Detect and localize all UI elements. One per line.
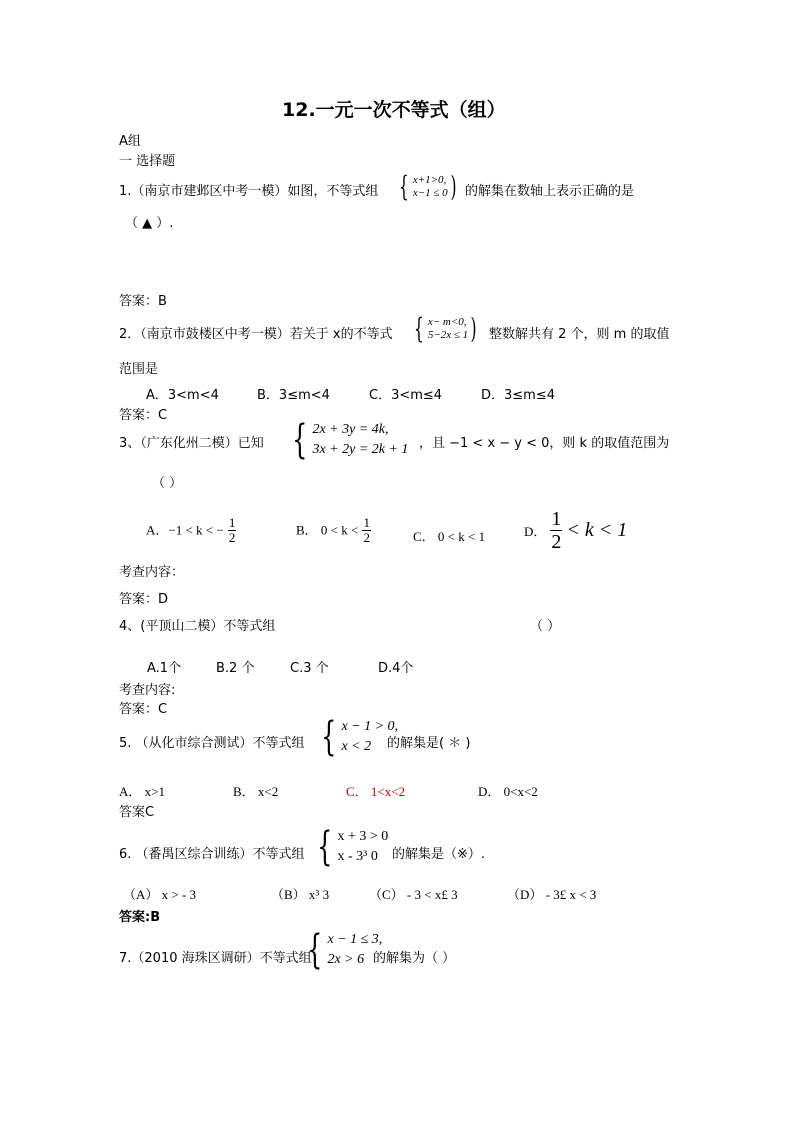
q2-option-a: A．3<m<4 bbox=[146, 388, 219, 403]
q3-paren: （ ） bbox=[152, 476, 183, 491]
q4-option-d: D.4个 bbox=[378, 661, 414, 676]
q6-option-a: （A） x > - 3 bbox=[123, 887, 197, 902]
fraction-numerator: 1 bbox=[228, 515, 236, 530]
q1-system bbox=[395, 170, 459, 203]
q3-option-c: C． 0 < k < 1 bbox=[413, 529, 486, 544]
q3-option-b-text: B． 0 < k < bbox=[296, 522, 359, 538]
q2-text: 2．（南京市鼓楼区中考一模）若关于 x的不等式 bbox=[119, 327, 393, 342]
q3-option-d-suffix: < k < 1 bbox=[566, 519, 628, 541]
q3-option-d bbox=[524, 508, 627, 553]
q5-sys-line1: x − 1 > 0, bbox=[341, 719, 399, 734]
q3-sys-line1: 2x + 3y = 4k, bbox=[312, 422, 389, 437]
q5-option-a: A． x>1 bbox=[119, 784, 165, 799]
q1-sys-line2: x−1 ≤ 0 bbox=[412, 187, 448, 199]
q4-text: 4、(平顶山二模）不等式组 bbox=[119, 619, 276, 634]
q2-answer: 答案：C bbox=[119, 408, 168, 423]
q6-option-b: （B） x³ 3 bbox=[271, 887, 330, 902]
fraction bbox=[362, 516, 371, 546]
q2-after: 整数解共有 2 个，则 m 的取值 bbox=[489, 327, 670, 342]
q6-system bbox=[312, 824, 389, 870]
fraction bbox=[550, 508, 562, 553]
q7-after: 的解集为（ ） bbox=[373, 951, 456, 966]
q7-system bbox=[302, 927, 383, 973]
brace-icon: { bbox=[399, 170, 409, 203]
fraction-numerator: 1 bbox=[363, 515, 370, 530]
q1-sys-line1: x+1>0, bbox=[412, 174, 447, 186]
brace-icon: { bbox=[414, 312, 424, 345]
q3-option-b bbox=[296, 516, 371, 546]
q2-option-b: B．3≤m<4 bbox=[257, 388, 330, 403]
q3-option-a bbox=[146, 516, 236, 546]
q3-sys-line2: 3x + 2y = 2k + 1 bbox=[312, 442, 409, 457]
q1-answer: 答案：B bbox=[119, 294, 167, 309]
fraction-numerator: 1 bbox=[551, 508, 562, 530]
q6-option-c: （C） - 3 < x£ 3 bbox=[369, 887, 458, 902]
brace-icon: { bbox=[292, 417, 308, 463]
group-label: A组 bbox=[119, 134, 141, 149]
q5-option-d: D． 0<x<2 bbox=[478, 784, 538, 799]
q6-answer: 答案:B bbox=[119, 910, 161, 925]
q5-answer: 答案C bbox=[119, 805, 155, 820]
q3-answer: 答案：D bbox=[119, 592, 169, 607]
q3-option-a-text: A．−1 < k < − bbox=[146, 522, 224, 538]
q5-text: 5. （从化市综合测试）不等式组 bbox=[119, 736, 305, 751]
brace-icon: { bbox=[321, 714, 337, 760]
q5-option-b: B． x<2 bbox=[233, 784, 279, 799]
q3-text: 3、（广东化州二模）已知 bbox=[119, 436, 264, 451]
q3-option-d-prefix: D． bbox=[524, 524, 547, 539]
q1-text: 1.（南京市建邺区中考一模）如图，不等式组 bbox=[119, 184, 379, 199]
q4-option-b: B.2 个 bbox=[216, 661, 255, 676]
q2-option-d: D．3≤m≤4 bbox=[481, 388, 556, 403]
brace-close-icon: ) bbox=[470, 312, 477, 345]
q3-content: 考查内容： bbox=[119, 565, 185, 580]
q7-sys-line2: 2x > 6 bbox=[327, 952, 365, 967]
brace-icon: { bbox=[317, 824, 333, 870]
q2-sys-line1: x− m<0, bbox=[427, 316, 467, 328]
q7-sys-line1: x − 1 ≤ 3, bbox=[327, 932, 383, 947]
q6-text: 6. （番禺区综合训练）不等式组 bbox=[119, 847, 305, 862]
q3-system bbox=[287, 417, 409, 463]
q6-sys-line1: x + 3 > 0 bbox=[337, 829, 389, 844]
q3-after: ，且 −1 < x − y < 0，则 k 的取值范围为 bbox=[419, 436, 670, 451]
q7-text: 7.（2010 海珠区调研）不等式组 bbox=[119, 951, 312, 966]
q4-answer: 答案：C bbox=[119, 702, 168, 717]
q2-option-c: C．3<m≤4 bbox=[369, 388, 443, 403]
q6-option-d: （D） - 3£ x < 3 bbox=[507, 887, 597, 902]
q4-paren: （ ） bbox=[530, 619, 561, 634]
q1-paren: （ ▲ ）. bbox=[125, 216, 174, 231]
page-title: 12.一元一次不等式（组） bbox=[282, 99, 506, 121]
q2-system bbox=[410, 312, 479, 345]
fraction-denominator: 2 bbox=[551, 531, 562, 553]
q6-after: 的解集是（※）. bbox=[392, 847, 486, 862]
q5-after: 的解集是( ＊ ) bbox=[387, 736, 471, 751]
fraction-denominator: 2 bbox=[228, 530, 236, 546]
fraction bbox=[228, 516, 237, 546]
q2-sys-line2: 5−2x ≤ 1 bbox=[427, 329, 469, 341]
q5-option-c: C． 1<x<2 bbox=[346, 784, 406, 799]
q2-line2: 范围是 bbox=[119, 362, 159, 377]
fraction-denominator: 2 bbox=[363, 530, 370, 546]
q4-content: 考查内容: bbox=[119, 683, 176, 698]
section-heading: 一 选择题 bbox=[119, 154, 176, 169]
q5-system bbox=[316, 714, 399, 760]
brace-icon: { bbox=[307, 927, 323, 973]
q1-after: 的解集在数轴上表示正确的是 bbox=[465, 184, 635, 199]
brace-close-icon: ) bbox=[450, 170, 457, 203]
q4-option-a: A.1个 bbox=[147, 661, 182, 676]
q6-sys-line2: x - 3³ 0 bbox=[337, 849, 378, 864]
q4-option-c: C.3 个 bbox=[290, 661, 329, 676]
q5-sys-line2: x < 2 bbox=[341, 739, 372, 754]
